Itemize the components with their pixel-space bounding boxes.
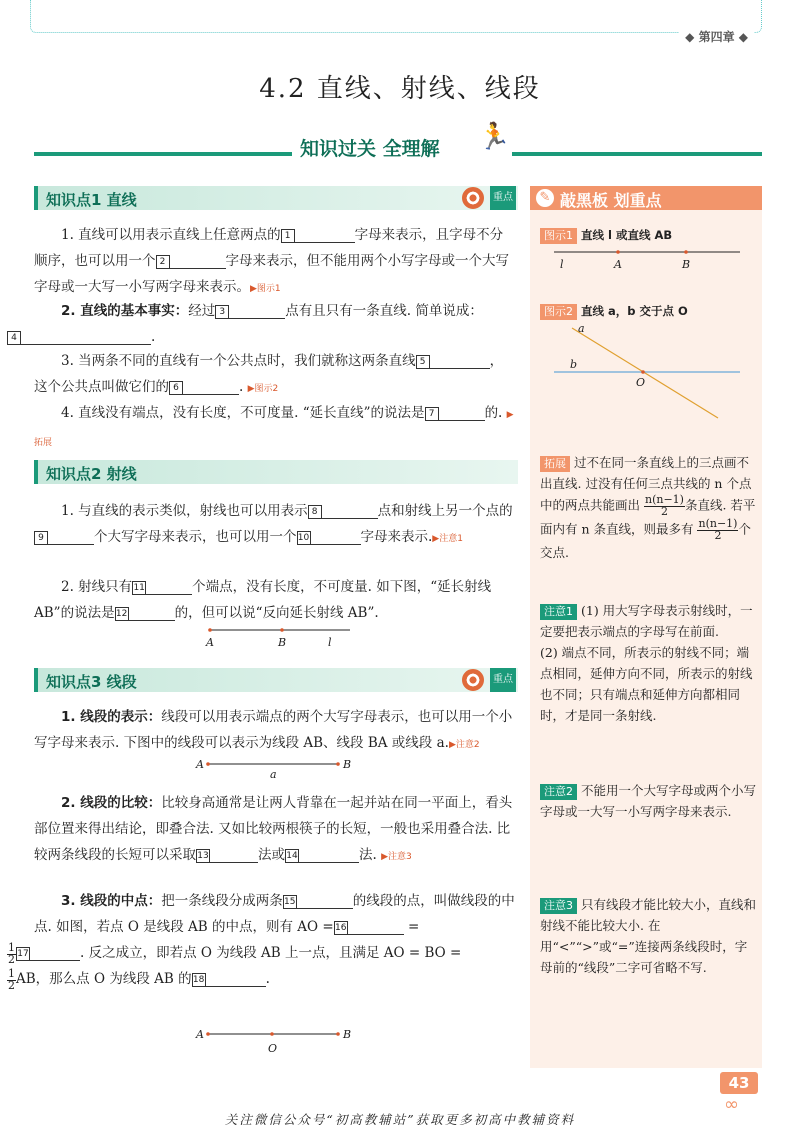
ray-label-l: l xyxy=(328,636,332,649)
sidebar-header: 敲黑板 划重点 xyxy=(530,186,762,210)
segment-para-1: 1. 线段的表示：线段可以用表示端点的两个大写字母表示，也可以用一个小写字母来表示. 下图中的线段可以表示为线段 AB、线段 BA 或线段 a.▶注意2 xyxy=(34,709,513,751)
page-top-frame xyxy=(30,0,762,33)
section-header-ray: 知识点2 射线 xyxy=(34,460,518,484)
ray-para-1: 1. 与直线的表示类似，射线也可以用表示 8 点和射线上另一个点的9 个大写字母来表示，也可以用一个10 字母来表示.▶注意1 xyxy=(34,498,516,552)
midpoint-label-b: B xyxy=(343,1028,352,1041)
footer-note: 关注微信公众号“初高教辅站”获取更多初高中教辅资料 xyxy=(224,1112,576,1127)
ray-para-2: 2. 射线只有11 个端点，没有长度，不可度量. 如下图，“延长射线 AB”的说法是12 的，但可以说“反向延长射线 AB”. xyxy=(34,579,492,621)
segment-label-b: B xyxy=(343,758,352,771)
ray-label-a: A xyxy=(206,636,214,649)
segment-para-2: 2. 线段的比较：比较身高通常是让两人背靠在一起并站在同一平面上，看头部位置来得出结论，即叠合法. 又如比较两根筷子的长短，一般也采用叠合法. 比较两条线段的长短可以采取13 法或14 法. ▶注意3 xyxy=(34,795,513,863)
segment-figure-2 xyxy=(190,1024,360,1056)
target-icon xyxy=(462,669,484,691)
page-number: 43 xyxy=(720,1072,758,1094)
segment-figure-1 xyxy=(190,756,360,782)
banner-title: 知识过关 全理解 xyxy=(300,138,440,160)
banner-rule-right xyxy=(512,152,762,156)
sidebar-extension-note: 拓展 过不在同一条直线上的三点画不出直线. 过没有任何三点共线的 n 个点中的两点共能画出 $\frac{n(n-1)}{2}$条直线. 若平面内有 n 条直线，则最多有 $\frac{n(n-1)}{2}$个交点. xyxy=(540,455,756,560)
segment-para-3: 3. 线段的中点：把一条线段分成两条15 的线段的点，叫做线段的中点. 如图，若点 O 是线段 AB 的中点，则有 AO =16 = $\frac{1}{2}17$ . 反之成立，即若点 O 为线段 AB 上一点，且满足 AO = BO = $\frac{1}{2}AB$，那么点 O 为线段 AB 的18 . xyxy=(8,893,515,992)
midpoint-label-o: O xyxy=(268,1042,278,1055)
sidebar-note-1: 注意1 (1) 用大写字母表示射线时，一定要把表示端点的字母写在前面. (2) 端点不同，所表示的射线不同；端点相同，延伸方向不同，所表示的射线也不同；只有端点和延伸方向都相同时，才是同一条射线. xyxy=(540,603,753,723)
target-icon xyxy=(462,187,484,209)
sidebar-figure-2 xyxy=(550,320,745,426)
chapter-label: ◆ 第四章 ◆ xyxy=(679,28,754,45)
segment-label-a: A xyxy=(196,758,204,771)
section-header-segment: 知识点3 线段 xyxy=(34,668,518,692)
infinity-icon: ∞ xyxy=(724,1094,739,1115)
line-para-4: 4. 直线没有端点，没有长度，不可度量. “延长直线”的说法是 7 的. ▶拓展 xyxy=(34,405,514,448)
ray-point-b xyxy=(280,628,284,632)
svg-text:B: B xyxy=(682,258,691,271)
key-point-badge: 重点 xyxy=(490,186,516,210)
ray-figure xyxy=(200,620,360,650)
ray-label-b: B xyxy=(278,636,287,649)
banner-rule-left xyxy=(34,152,292,156)
ray-point-a xyxy=(208,628,212,632)
sidebar-figure-1 xyxy=(550,246,745,272)
segment-label-lower-a: a xyxy=(270,768,277,781)
svg-text:A: A xyxy=(614,258,622,271)
svg-text:O: O xyxy=(636,376,646,389)
chalkboard-icon: ✎ xyxy=(536,189,554,207)
line-para-1: 1. 直线可以用表示直线上任意两点的 1 字母来表示，且字母不分顺序，也可以用一个 2 字母来表示，但不能用两个小写字母或一个大写字母或一大写一小写两字母来表示。▶图示1 xyxy=(34,227,509,295)
page-title: 4.2 直线、射线、线段 xyxy=(259,74,541,104)
runner-icon: 🏃 xyxy=(478,122,511,152)
sidebar-note-3: 注意3 只有线段才能比较大小，直线和射线不能比较大小. 在用“<”“>”或“=”连接两条线段时，字母前的“线段”二字可省略不写. xyxy=(540,897,757,975)
key-point-badge: 重点 xyxy=(490,668,516,692)
line-para-3: 3. 当两条不同的直线有一个公共点时，我们就称这两条直线 5 ，这个公共点叫做它们的 6 . ▶图示2 xyxy=(34,353,504,395)
svg-text:l: l xyxy=(560,258,564,271)
svg-text:b: b xyxy=(570,358,578,371)
svg-text:a: a xyxy=(578,322,585,335)
sidebar-figure-1-title: 图示1 直线 l 或直线 AB xyxy=(540,224,756,246)
sidebar-figure-2-title: 图示2 直线 a，b 交于点 O xyxy=(540,300,756,322)
sidebar-note-2: 注意2 不能用一个大写字母或两个小写字母或一大写一小写两字母来表示. xyxy=(540,783,757,819)
section-header-line: 知识点1 直线 xyxy=(34,186,518,210)
line-para-2: 2. 直线的基本事实：经过 3 点有且只有一条直线. 简单说成： 4 . xyxy=(34,298,516,350)
midpoint-label-a: A xyxy=(196,1028,204,1041)
